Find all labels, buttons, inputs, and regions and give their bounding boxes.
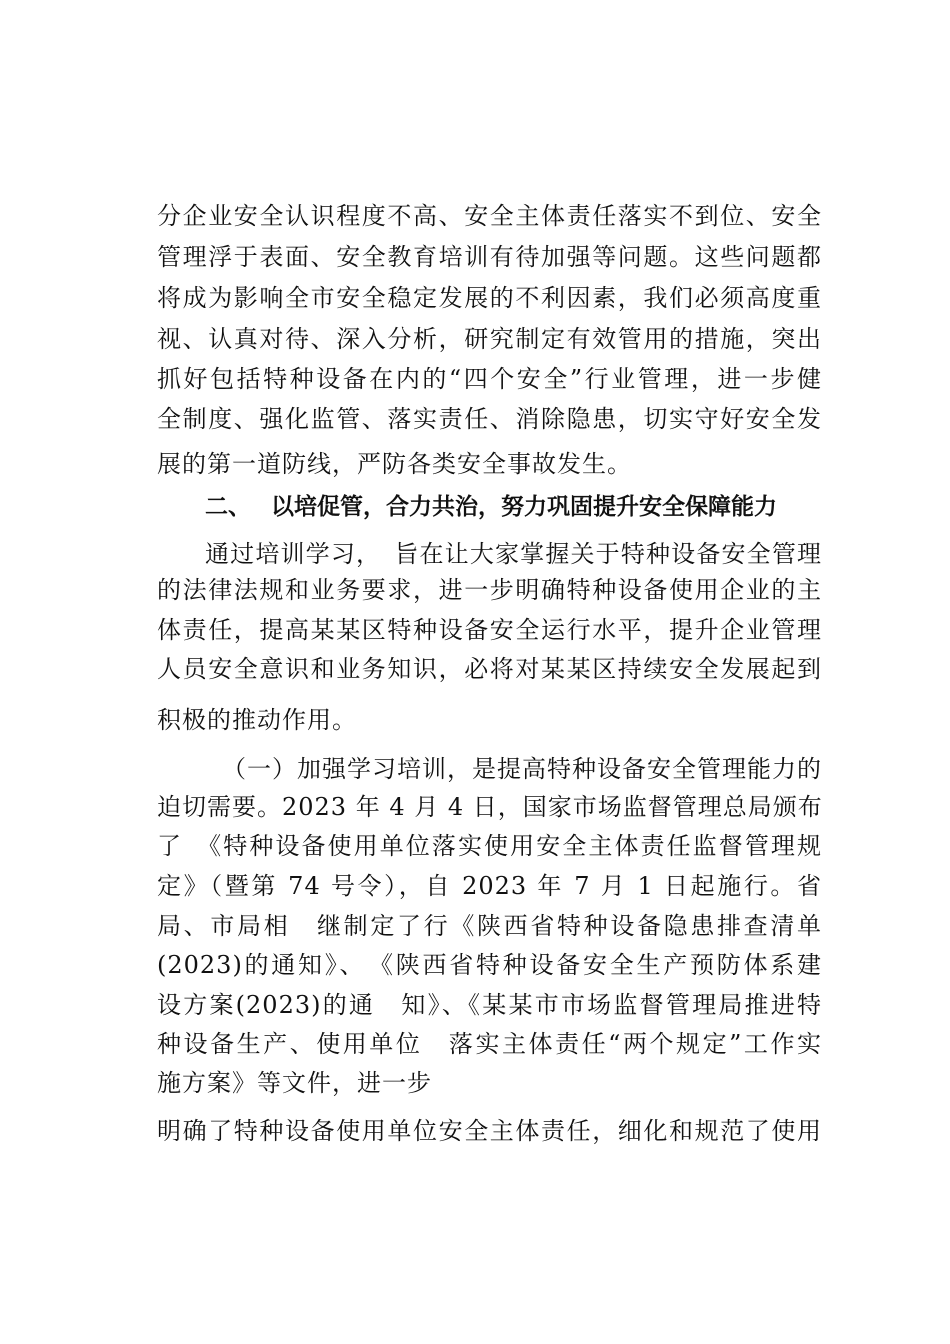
paragraph-line: 局、市局相 继制定了行《陕西省特种设备隐患排查清单 [157, 912, 822, 940]
paragraph-line: 明确了特种设备使用单位安全主体责任，细化和规范了使用 [157, 1117, 822, 1145]
paragraph-line: 设方案(2023)的通 知》、《某某市市场监督管理局推进特 [157, 991, 822, 1019]
paragraph-line: 展的第一道防线，严防各类安全事故发生。 [157, 450, 632, 478]
paragraph-line: 抓好包括特种设备在内的“四个安全”行业管理，进一步健 [157, 365, 822, 393]
section-title: 以培促管，合力共治，努力巩固提升安全保障能力 [271, 494, 777, 520]
paragraph-line: 定》（暨第 74 号令），自 2023 年 7 月 1 日起施行。省 [157, 872, 822, 900]
paragraph-line: 管理浮于表面、安全教育培训有待加强等问题。这些问题都 [157, 243, 822, 271]
paragraph-line: 体责任，提高某某区特种设备安全运行水平，提升企业管理 [157, 616, 822, 644]
paragraph-line: 人员安全意识和业务知识，必将对某某区持续安全发展起到 [157, 655, 822, 683]
section-heading [205, 490, 822, 524]
paragraph-line: 积极的推动作用。 [157, 706, 357, 734]
paragraph-line: （一）加强学习培训，是提高特种设备安全管理能力的 [222, 755, 822, 783]
paragraph-line: 分企业安全认识程度不高、安全主体责任落实不到位、安全 [157, 202, 822, 230]
paragraph-line: 种设备生产、使用单位 落实主体责任“两个规定”工作实 [157, 1030, 822, 1058]
paragraph-line: 迫切需要。2023 年 4 月 4 日，国家市场监督管理总局颁布 [157, 793, 823, 821]
paragraph-line: 视、认真对待、深入分析，研究制定有效管用的措施，突出 [157, 325, 822, 353]
paragraph-line: 全制度、强化监管、落实责任、消除隐患，切实守好安全发 [157, 405, 822, 433]
paragraph-line: 将成为影响全市安全稳定发展的不利因素，我们必须高度重 [157, 284, 822, 312]
paragraph-line: 通过培训学习， 旨在让大家掌握关于特种设备安全管理 [205, 540, 822, 568]
section-number: 二、 [205, 494, 251, 520]
paragraph-line: 了 《特种设备使用单位落实使用安全主体责任监督管理规 [157, 832, 822, 860]
paragraph-line: (2023)的通知》、 《陕西省特种设备安全生产预防体系建 [157, 951, 822, 979]
paragraph-line: 施方案》等文件，进一步 [157, 1069, 432, 1097]
paragraph-line: 的法律法规和业务要求，进一步明确特种设备使用企业的主 [157, 576, 822, 604]
